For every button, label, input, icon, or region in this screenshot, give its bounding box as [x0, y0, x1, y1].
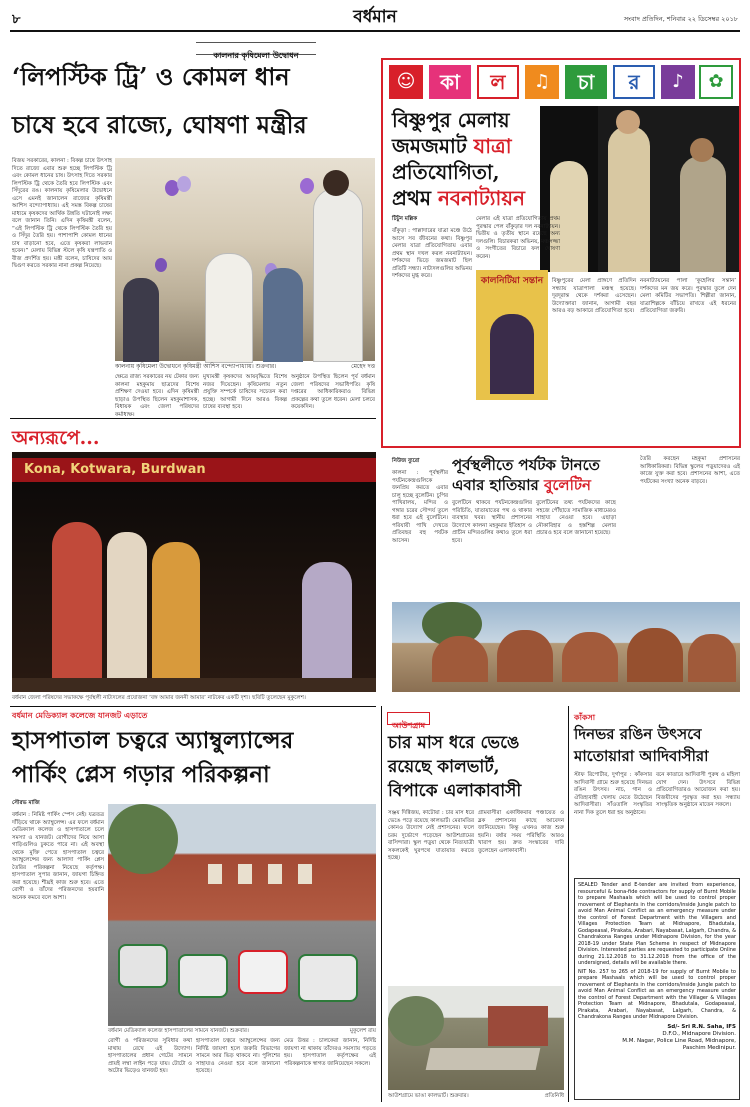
person-figure [123, 278, 159, 362]
actor-figure [152, 542, 200, 682]
tourism-headline-2 [452, 476, 591, 494]
tender-sign-1: Sd/- Sri R.N. Saha, IFS [667, 1023, 736, 1030]
masthead-rule [10, 30, 740, 32]
culture-headline-2a: জমজমাট [392, 134, 474, 158]
culture-letter: ল [490, 70, 506, 94]
lipstick-headline-1: ‘লিপস্টিক ট্রি’ ও কোমল ধান [12, 62, 290, 91]
culture-letter: চা [577, 70, 595, 94]
temple-photo [392, 602, 740, 692]
theatre-mask-icon: ☺ [389, 65, 423, 99]
culture-headline-1: বিষ্ণুপুর মেলায় [392, 108, 510, 132]
culvert-body: সঞ্জয় দিগ্বিজয়, কাটোয়া : চার মাস ধরে ভেঙে পড়ে রয়েছে কালভার্ট। মেরামতির কোনও উদ্যোগ নেই প্রশাসনের। ফলে চরম দুর্ভোগে পড়েছেন আউশগ্রামের বাসিন্দারা। স্কুল পড়ুয়া থেকে নিত্যযাত্রী সকলকেই ঘুরপথে যাতায়াত করতে হচ্ছে। [388, 810, 474, 861]
section-rule [10, 418, 376, 419]
dateline: সংবাদ প্রতিদিন, শনিবার ২২ ডিসেম্বর ২০১৮ [623, 15, 738, 23]
autorickshaw-shape [298, 954, 358, 1002]
actor-figure [608, 126, 650, 272]
person-figure [263, 268, 303, 362]
dancer-icon: ♫ [525, 65, 559, 99]
culture-byline: টিটুন মল্লিক [392, 216, 418, 222]
culture-headline-4 [392, 186, 525, 210]
poster-figure [490, 314, 534, 394]
culvert-headline-1: চার মাস ধরে ভেঙে [388, 733, 520, 753]
adivasi-headline-1: দিনভর রঙিন উৎসবে [574, 725, 702, 743]
building-window [208, 864, 222, 884]
hospital-body-col3: হাসপাতাল চত্বরে অ্যাম্বুলেন্সের জন্য নির্দিষ্ট জায়গা হলে জরুরি বিভাগের সামনে আর ভিড় থাকবে না। পুলিশের সাহায্যও নেওয়া হবে বলে জানানো হয়েছে। [196, 1038, 280, 1074]
hospital-caption: বর্ধমান মেডিক্যাল কলেজ হাসপাতালের সামনে যানজট। শুক্রবার। [108, 1028, 249, 1034]
culvert-kicker [387, 712, 430, 730]
building-window [238, 864, 252, 884]
temple-shape [497, 630, 553, 682]
culvert-caption: আউশগ্রামে ভাঙা কালভার্ট। শুক্রবার। [388, 1093, 469, 1099]
lipstick-headline-2: চাষে হবে রাজ্যে, ঘোষণা মন্ত্রীর [12, 110, 307, 139]
lipstick-body: বিজয় সরকারের, কালনা : বিকল্প চাষে উৎসাহ দিতে রাজ্যে এবার শুরু হচ্ছে লিপস্টিক ট্রি এবং কোমল ধানের চাষ। উৎসাহ দিতে সরকার লিপস্টিক ট্রি থেকে তৈরি হবে লিপস্টিক এবং সিঁদুরের রঙ। কালনায় কৃষিমেলার উদ্বোধনে এসে এমনই জানালেন রাজ্যের কৃষিমন্ত্রী আশিস বন্দ্যোপাধ্যায়। এই সমস্ত বিকল্প চাষের মাধ্যমে কৃষকদের আর্থিক উন্নতি ঘটানোই লক্ষ্য বলে জানান তিনি। এদিন কৃষিমন্ত্রী বলেন, “এই লিপস্টিক ট্রি থেকে লিপস্টিক তৈরি হয় ও সিঁদুর তৈরি হয়। পাশাপাশি কোমল ধানের চাষ বাড়ানো হবে, এতে কৃষকরা লাভবান হবেন।” মেলায় বিভিন্ন স্টলে কৃষি যন্ত্রপাতি ও বীজ প্রদর্শিত হয়। মন্ত্রী বলেন, চাষিদের আয় দ্বিগুণ করতে সরকার নানা প্রকল্প নিয়েছে। [12, 158, 112, 269]
hospital-body: বর্ধমান : নিমিষ্ট পার্কিং স্পেস নেই। যত্রতত্র দাঁড়িয়ে থাকে অ্যাম্বুলেন্স। এর ফলে বর্ধমান মেডিক্যাল কলেজ ও হাসপাতালে চলে সমস্যা ও যানজট। রোগীদের নিয়ে আসা গাড়িগুলিও ঢুকতে পারে না। এই অবস্থা থেকে মুক্তি পেতে হাসপাতাল চত্বরে অ্যাম্বুলেন্সের জন্য আলাদা পার্কিং প্লেস তৈরির পরিকল্পনা নিয়েছে কর্তৃপক্ষ। হাসপাতাল সুপার জানান, জায়গা চিহ্নিত করা হয়েছে। শীঘ্রই কাজ শুরু হবে। এতে রোগী ও তাঁদের পরিজনদের হয়রানি অনেক কমবে বলে আশা। [12, 812, 104, 901]
lipstick-body-col3: মুখ্যমন্ত্রী কৃষকদের আয়বৃদ্ধিতে বিশেষ নজর দিয়েছেন। কৃষিমেলায় নতুন প্রযুক্তি সম্পর্কে চাষিদের সচেতন করা হচ্ছে। আগামী দিনে আরও বিকল্প চাষের ব্যবস্থা হবে। [203, 374, 287, 410]
tender-sign-4: Paschim Medinipur. [682, 1044, 736, 1051]
palette-icon: ✿ [699, 65, 733, 99]
onnyorupe-kicker: অন্যরূপে... [12, 427, 100, 449]
tourism-byline: নিউজ ব্যুরো [392, 458, 420, 464]
actor-figure [302, 562, 352, 682]
culvert-body-col2: গ্রামবাসীরা একাধিকবার পঞ্চায়েত ও ব্লক প্রশাসনের কাছে আবেদন জানিয়েছেন। কিন্তু এখনও কাজ শুরু হয়নি। বর্ষার সময় পরিস্থিতি আরও খারাপ হয়। দ্রুত সংস্কারের দাবি তুলেছেন এলাকাবাসী। [478, 810, 564, 854]
lipstick-photo-credit: মেহেদ দত্ত [351, 363, 375, 370]
person-head [323, 170, 349, 196]
culture-band [383, 60, 739, 104]
culvert-headline-3: বিপাকে এলাকাবাসী [388, 781, 522, 801]
culture-headline-2b: যাত্রা [473, 134, 512, 158]
culture-body-col4: নবনাট্যায়নের পালা ‘কুহেলির সন্তান’ দর্শকদের মন জয় করে। পুরস্কার তুলে দেন মেলা কমিটির সভাপতি। শিল্পীরা জানান, যাত্রাশিল্পকে বাঁচিয়ে রাখতে এই ধরনের প্রতিযোগিতা জরুরি। [640, 278, 736, 314]
tree-shape [108, 804, 178, 874]
culvert-headline-2: রয়েছে কালভার্ট, [388, 757, 500, 777]
culture-letter: র [628, 70, 640, 94]
hospital-kicker: বর্ধমান মেডিক্যাল কলেজে যানজট এড়াতে [12, 711, 148, 720]
masthead [0, 0, 750, 30]
tender-notice-text: SEALED Tender and E-tender are invited from experience, resourceful & bona-fide contractors for supply of Burnt Mobile to prepare Mashaals which will be used to control proper movement of Elephants in the corridors/inside Jungle patch to avoid Man Animal Conflict as an emergency measure under the control of Forest Department with the Villagers and Villages Protection Team at Midnapore, Bhadutala, Godapeasal, Pirakata, Arabari, Nayabasat, Lalgarh, Chandra, & Chandrakona Ranges under Midnapore Division, for the year 2018-19 under State Plan Scheme in respect of Midnapore Division. Interested parties are requested to participate Online during 21.12.2018 to 31.12.2018 from the office of the undersigned, details will be available there. [578, 882, 736, 966]
culture-letter-box [613, 65, 655, 99]
lipstick-body-col4: অনুষ্ঠানে উপস্থিত ছিলেন পূর্ব বর্ধমান জেলা পরিষদের সভাধিপতি। কৃষি দপ্তরের আধিকারিকরাও বিভিন্ন প্রকল্পের কথা তুলে ধরেন। মেলা চলবে কয়েকদিন। [291, 374, 375, 410]
building-shape [488, 1006, 548, 1046]
lipstick-photo [115, 158, 375, 361]
temple-shape [432, 636, 488, 682]
tourism-body: কালনা : পূর্বস্থলীর পর্যটনকেন্দ্রগুলিকে জনপ্রিয় করতে এবার চালু হচ্ছে বুলেটিন। চুপির পাখিরালয়, মন্দির ও গঙ্গার চরের সৌন্দর্য তুলে ধরা হবে এই বুলেটিনে। পরিযায়ী পাখি দেখতে প্রতিবছর বহু পর্যটক আসেন। [392, 470, 448, 544]
lipstick-body-col2: ক্ষেত্রে রাজ্য সরকারের নয় টেকার জন্য কালনা মহকুমায় ছাত্রদের বিশেষ প্রশিক্ষণ দেওয়া হবে। এদিন কৃষিমন্ত্রী ছাড়াও উপস্থিত ছিলেন মহকুমাশাসক, বিধায়ক এবং জেলা পরিষদের কর্মাধ্যক্ষ। [115, 374, 199, 418]
temple-shape [562, 632, 618, 682]
tender-ref: NIT No. 257 to 265 of 2018-19 for supply of Burnt Mobile to prepare Mashaals which will be used to control proper movement of Elephants in the corridors/inside Jungle patch to avoid Man Animal Conflict as an emergency measure under the control of Forest Department with the Villager & Villages Protection Team at Midnapore, Bhadutala, Godapeasal, Pirakata, Arabari, Nayabasat, Lalgarh, Chandra, & Chandrakona Ranges under Midnapore Division. [578, 968, 736, 1020]
culture-headline-2 [392, 134, 512, 158]
culture-letter-box [477, 65, 519, 99]
tourism-body-col4: তৈরি করছেন মহকুমা প্রশাসনের আধিকারিকরা। বিভিন্ন স্কুলের পড়ুয়াদেরও এই কাজে যুক্ত করা হবে। প্রশাসনের আশা, এতে পর্যটকের সংখ্যা অনেক বাড়বে। [640, 456, 740, 485]
culture-headline-4a: প্রথম [392, 186, 438, 210]
hospital-headline-1: হাসপাতাল চত্বরে অ্যাম্বুল্যান্সের [12, 727, 294, 754]
tourism-body-col3: বুলেটিনের তথ্য পর্যটকদের কাছে সহজে পৌঁছাতে সামাজিক মাধ্যমেরও সাহায্য নেওয়া হবে। এছাড়া নৌকাবিহার ও হস্তশিল্প মেলার প্রচারও হবে বলে জানানো হয়েছে। [536, 500, 616, 536]
stage-banner [12, 458, 376, 482]
culture-headline-4b: নবনাট্যায়ন [437, 186, 525, 210]
adivasi-body: স্টাফ রিপোর্টার, দুর্গাপুর : কাঁকসার আদিবাসী গ্রামে শুরু হয়েছে দিনভর রঙিন উৎসব। নাচ, গান ও ঐতিহ্যবাহী খেলায় মেতে উঠেছেন আদিবাসীরা। সাঁওতালি সংস্কৃতির নানা দিক তুলে ধরা হয় অনুষ্ঠানে। [574, 772, 652, 816]
balloon-icon [177, 176, 191, 192]
autorickshaw-shape [118, 944, 168, 988]
hospital-photo [108, 804, 376, 1026]
culture-stage-photo [598, 106, 739, 272]
adivasi-kicker: কাঁকসা [574, 713, 596, 722]
person-figure [313, 188, 363, 362]
actor-head [616, 110, 640, 134]
tender-sign-2: D.F.O., Midnapore Division. [662, 1030, 736, 1037]
culvert-photo [388, 986, 564, 1090]
actor-head [690, 138, 714, 162]
culture-body-col2: মেলার এই যাত্রা প্রতিযোগিতায় প্রথম পুরস্কার পেল বাঁকুড়ার দল নবনাট্যায়ন। দ্বিতীয় ও তৃতীয় স্থানে রয়েছে অন্য দলগুলি। বিচারকরা অভিনয়, মঞ্চসজ্জা ও সংগীতের বিচারে ফল ঘোষণা করেন। [476, 216, 560, 260]
culture-body-col3: বিষ্ণুপুরের মেলা প্রাঙ্গণে প্রতিদিন সন্ধ্যায় যাত্রাপালা মঞ্চস্থ হয়েছে। দূরদূরান্ত থেকে দর্শকরা এসেছেন। উদ্যোক্তারা জানান, আগামী বছর আরও বড় আকারে প্রতিযোগিতা হবে। [552, 278, 636, 314]
yatra-poster [476, 270, 548, 400]
column-rule [381, 706, 382, 1102]
tourism-body-col2: বুলেটিনে থাকবে পর্যটনকেন্দ্রগুলির পরিচিতি, যাতায়াতের পথ ও থাকার ব্যবস্থার খবর। স্থানীয় প্রশাসনের উদ্যোগে কালনা মহকুমার ইতিহাস ও প্রাচীন মন্দিরগুলির কথাও তুলে ধরা হবে। [452, 500, 532, 544]
tree-shape [388, 996, 444, 1046]
tourism-headline-2a: এবার হাতিয়ার [452, 476, 545, 494]
temple-shape [688, 634, 736, 682]
column-rule [568, 706, 569, 1102]
stage-floor [12, 678, 376, 692]
adivasi-body-col2: বনে কাতারে আদিবাসী পুরুষ ও মহিলা যোগ দেন। উৎসবে বিভিন্ন প্রতিযোগিতারও আয়োজন করা হয়। বিজয়ীদের পুরস্কৃত করা হয়। সন্ধ্যায় সাংস্কৃতিক অনুষ্ঠানে মাতেন সকলে। [656, 772, 740, 808]
poster-title: কালনিটিয়া সন্তান [480, 276, 544, 286]
tender-notice-box [574, 878, 740, 1100]
temple-shape [627, 628, 683, 682]
person-figure [205, 253, 253, 363]
culture-letter-box [565, 65, 607, 99]
stage-banner-text: Kona, Kotwara, Burdwan [24, 462, 206, 477]
adivasi-headline-2: মাতোয়ারা আদিবাসীরা [574, 747, 709, 765]
actor-figure [107, 532, 147, 682]
culvert-photo-credit: প্রতিনিধি [544, 1093, 564, 1099]
kicker-text: কালনার কৃষিমেলা উদ্বোধন [213, 51, 299, 60]
balloon-icon [300, 178, 314, 194]
section-rule [10, 706, 376, 707]
hospital-body-col4: মেড উত্তর : চালকেরা জানান, নির্দিষ্ট জায়গা না থাকায় তাঁদেরও সমস্যায় পড়তে হয়। হাসপাতাল কর্তৃপক্ষের এই পরিকল্পনাকে স্বাগত জানিয়েছেন সকলে। [284, 1038, 376, 1067]
hospital-byline: সৌরভ মাজি [12, 800, 40, 806]
autorickshaw-shape [238, 950, 288, 994]
tourism-headline-1: পূর্বস্থলীতে পর্যটক টানতে [452, 456, 600, 474]
tourism-headline-2b: বুলেটিন [544, 476, 592, 494]
culture-letter: কা [440, 70, 460, 94]
page-number: ৮ [12, 12, 21, 27]
culture-body: বাঁকুড়া : পাল্লাদারের যাত্রা মঞ্চে উঠে আসে সব জীবনের কথা। বিষ্ণুপুর মেলার যাত্রা প্রতিযোগিতায় এবার প্রথম স্থান দখল করল নবনাট্যায়ন। দর্শকদের ভিড়ে জমজমাট ছিল প্রতিটি সন্ধ্যা। নাট্যদলগুলির অভিনয় দর্শকদের মুগ্ধ করে। [392, 228, 472, 279]
lipstick-kicker [196, 42, 316, 60]
broken-culvert [426, 1048, 541, 1070]
balloon-icon [155, 258, 167, 272]
hospital-body-col2: রোগী ও পরিজনদের সুবিধার কথা মাথায় রেখে এই উদ্যোগ। হাসপাতালের প্রধান গেটের সামনে প্রায়ই লম্বা লাইন পড়ে যায়। টোটো ও অটোর ভিড়েও যানজট হয়। [108, 1038, 192, 1074]
culture-headline-3: প্রতিযোগিতা, [392, 160, 500, 184]
section-title: বর্ধমান [353, 7, 397, 27]
autorickshaw-shape [178, 954, 228, 998]
music-icon: ♪ [661, 65, 695, 99]
tender-sign-3: M.M. Nagar, Police Line Road, Midnapore, [622, 1037, 736, 1044]
culture-letter-box [429, 65, 471, 99]
hospital-headline-2: পার্কিং প্লেস গড়ার পরিকল্পনা [12, 761, 270, 788]
drama-caption: বর্ধমান জেলা পরিষদের সভাকক্ষে পূর্বস্থলী নাট্যদলের প্রযোজনা ‘বঙ্গ আমার জননী আমার’ নাটকের একটি দৃশ্য। ছবিটি তুলেছেন মুকুলেশ। [12, 695, 306, 701]
culvert-kicker-text: আউশগ্রাম [392, 721, 426, 730]
drama-photo [12, 452, 376, 692]
lipstick-caption: কালনায় কৃষিমেলা উদ্বোধনে কৃষিমন্ত্রী আশিস বন্দ্যোপাধ্যায়। শুক্রবার। [115, 363, 277, 370]
building-window [268, 864, 282, 884]
hospital-photo-credit: মুকুলেশ রায় [349, 1028, 376, 1034]
actor-figure [52, 522, 102, 682]
building-window [298, 864, 312, 884]
actor-figure [680, 156, 726, 272]
